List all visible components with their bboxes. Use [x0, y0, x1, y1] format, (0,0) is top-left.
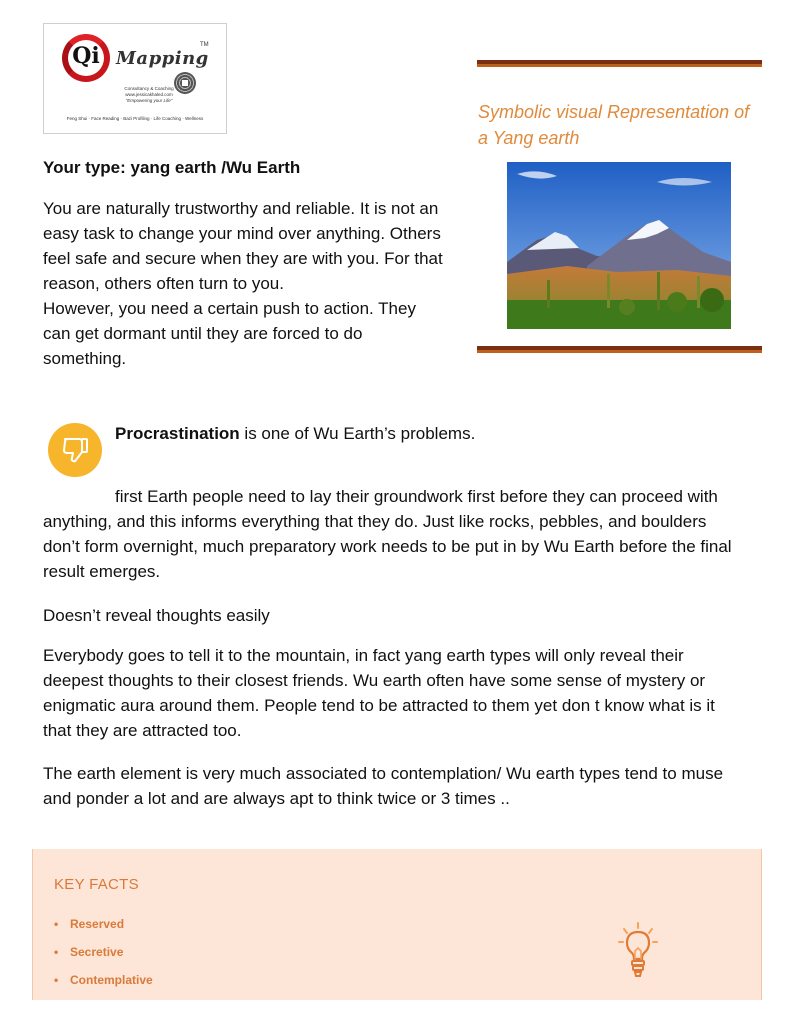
thumbs-down-badge [48, 423, 102, 477]
image-caption: Symbolic visual Representation of a Yang earth [478, 102, 750, 148]
logo-tagline-2: www.jessicakhaled.com [125, 92, 173, 97]
logo-trademark: TM [200, 42, 209, 48]
key-fact-item [54, 973, 153, 987]
key-fact-label: Secretive [70, 945, 124, 959]
groundwork-paragraph: first Earth people need to lay their groundwork first before they can proceed with anything, and this informs everything that they do. Just like rocks, pebbles, and boulders don’t form overnight, much preparatory work needs to be put in by Wu Earth before the final result emerges. [43, 487, 732, 581]
mountain-landscape-image [507, 162, 731, 329]
procrastination-rest: is one of Wu Earth’s problems. [239, 424, 476, 443]
logo-brand-text: Mapping [116, 48, 209, 69]
logo-services: Feng Shui · Face Reading · Bazi Profiling · Life Coaching · Wellness [66, 116, 204, 121]
thoughts-heading: Doesn’t reveal thoughts easily [43, 606, 270, 625]
mountain-paragraph: Everybody goes to tell it to the mountain, in fact yang earth types will only reveal their deepest thoughts to their closest friends. Wu earth often have some sense of mystery or enigmatic aura around them. People tend to be attracted to them yet don t know what is it that they are attracted too. [43, 646, 715, 740]
procrastination-line [115, 421, 475, 446]
key-fact-label: Contemplative [70, 973, 153, 987]
logo-qi-text: Qi [72, 43, 100, 69]
bullet: • [54, 917, 59, 931]
lightbulb-icon [618, 922, 658, 985]
bullet: • [54, 973, 59, 987]
key-fact-item [54, 945, 123, 959]
key-fact-item [54, 917, 124, 931]
earth-paragraph: The earth element is very much associated to contemplation/ Wu earth types tend to muse and ponder a lot and are always apt to think twice or 3 times .. [43, 764, 724, 808]
thumbs-down-icon [59, 434, 91, 466]
key-facts-title: KEY FACTS [54, 876, 139, 893]
logo [43, 23, 227, 134]
key-fact-label: Reserved [70, 917, 125, 931]
bullet: • [54, 945, 59, 959]
type-heading: Your type: yang earth /Wu Earth [43, 158, 301, 177]
logo-tagline-1: Consultancy & Coaching [124, 86, 174, 91]
intro-paragraph: You are naturally trustworthy and reliable. It is not an easy task to change your mind over anything. Others feel safe and secure when they are with you. For that reason, others often turn to you. However, you need a certain push to action. They can get dormant until they are forced to do something. [43, 199, 443, 368]
bottom-divider-rule [477, 346, 762, 353]
mountain-landscape-icon [507, 162, 731, 329]
top-divider-rule [477, 60, 762, 67]
logo-tagline-3: "Empowering your Life" [125, 98, 173, 103]
procrastination-bold: Procrastination [115, 424, 240, 443]
